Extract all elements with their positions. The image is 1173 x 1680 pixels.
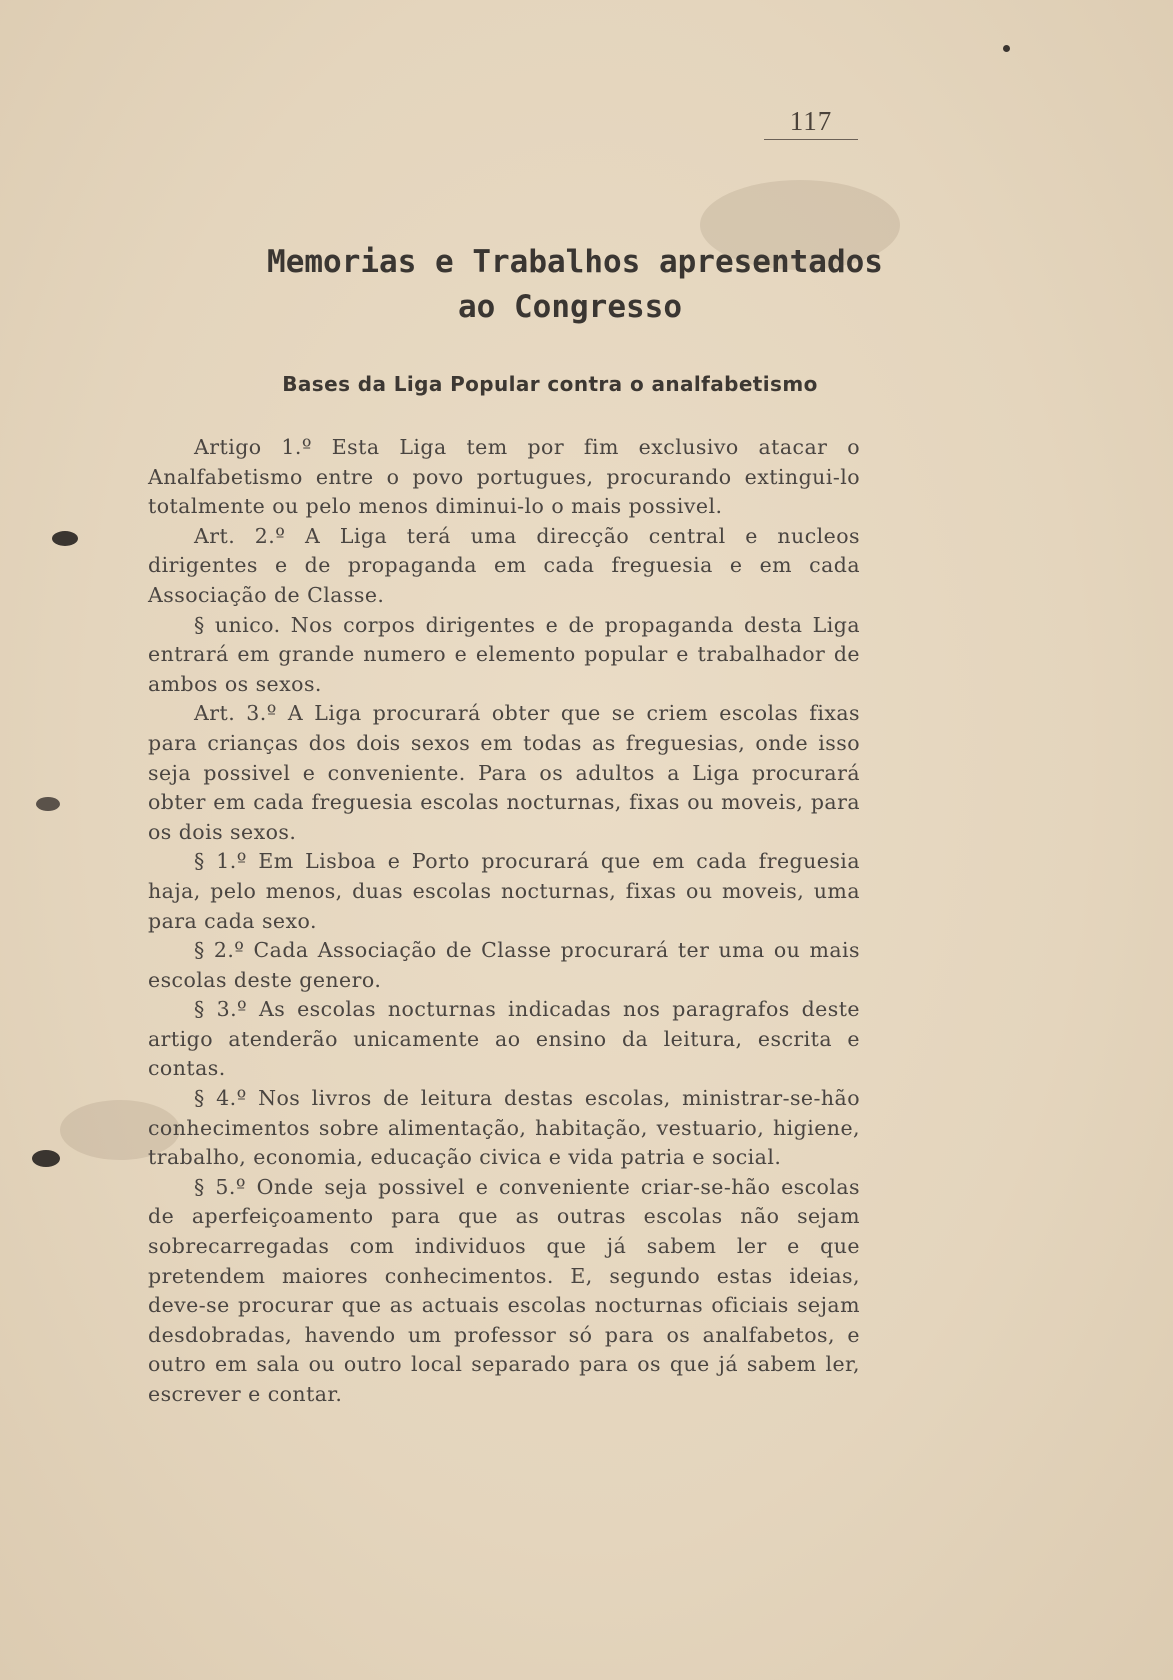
page-title (120, 240, 1060, 330)
article-body (148, 433, 860, 1410)
title-line-2: ao Congresso (458, 289, 682, 325)
paragraph-article-1: Artigo 1.º Esta Liga tem por fim exclusivo atacar o Analfabetismo entre o povo portugues, procurando extingui-lo totalmente ou pelo menos diminui-lo o mais possivel. (148, 435, 860, 519)
page-number: 117 (764, 106, 858, 140)
binding-hole-mark (52, 531, 78, 546)
paragraph-section-1: § 1.º Em Lisboa e Porto procurará que em cada freguesia haja, pelo menos, duas escolas nocturnas, fixas ou moveis, uma para cada sexo. (148, 849, 860, 933)
binding-hole-mark (36, 797, 60, 811)
title-line-1: Memorias e Trabalhos apresentados (267, 244, 883, 280)
binding-hole-mark (32, 1150, 60, 1167)
ink-dot (1003, 45, 1010, 52)
paragraph-article-2: Art. 2.º A Liga terá uma direcção central e nucleos dirigentes e de propaganda em cada freguesia e em cada Associação de Classe. (148, 523, 860, 607)
paragraph-article-3: Art. 3.º A Liga procurará obter que se criem escolas fixas para crianças dos dois sexos em todas as freguesias, onde isso seja possivel e conveniente. Para os adultos a Liga procurará obter em cada freguesia escolas nocturnas, fixas ou moveis, para os dois sexos. (148, 701, 860, 844)
paragraph-section-unico: § unico. Nos corpos dirigentes e de propaganda desta Liga entrará em grande numero e elemento popular e trabalhador de ambos os sexos. (148, 612, 860, 696)
paragraph-section-3: § 3.º As escolas nocturnas indicadas nos paragrafos deste artigo atenderão unicamente ao ensino da leitura, escrita e contas. (148, 997, 860, 1081)
paragraph-section-5: § 5.º Onde seja possivel e conveniente criar-se-hão escolas de aperfeiçoamento para que as outras escolas não sejam sobrecarregadas com individuos que já sabem ler e que pretendem maiores conhecimentos. E, segundo estas ideias, deve-se procurar que as actuais escolas nocturnas oficiais sejam desdobradas, havendo um professor só para os analfabetos, e outro em sala ou outro local separado para os que já sabem ler, escrever e contar. (148, 1174, 860, 1406)
paragraph-section-4: § 4.º Nos livros de leitura destas escolas, ministrar-se-hão conhecimentos sobre alimentação, habitação, vestuario, higiene, trabalho, economia, educação civica e vida patria e social. (148, 1086, 860, 1170)
paragraph-section-2: § 2.º Cada Associação de Classe procurará ter uma ou mais escolas deste genero. (148, 938, 860, 992)
section-subtitle: Bases da Liga Popular contra o analfabetismo (282, 372, 818, 396)
